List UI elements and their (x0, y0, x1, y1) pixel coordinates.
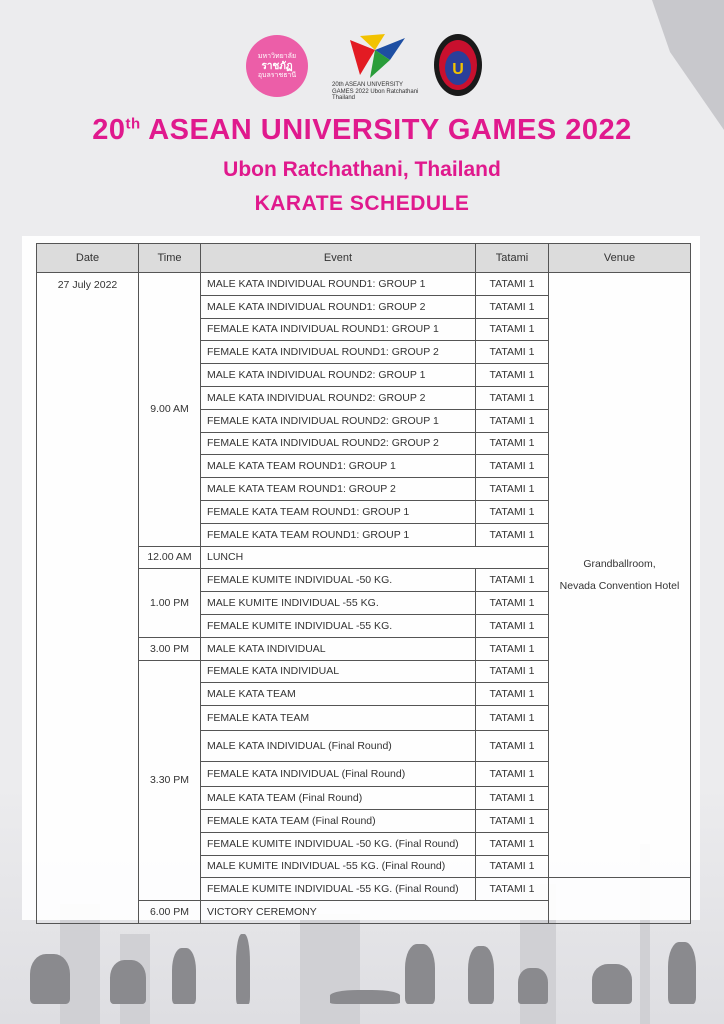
time-cell: 1.00 PM (139, 569, 201, 637)
tatami-cell: TATAMI 1 (476, 409, 549, 432)
schedule-table (36, 243, 691, 924)
tatami-cell: TATAMI 1 (476, 878, 549, 901)
tatami-cell: TATAMI 1 (476, 762, 549, 787)
event-cell: FEMALE KATA TEAM (201, 706, 476, 731)
tatami-cell: TATAMI 1 (476, 683, 549, 706)
event-cell: MALE KATA INDIVIDUAL (201, 637, 476, 660)
event-cell: FEMALE KATA INDIVIDUAL (201, 660, 476, 683)
event-cell: FEMALE KUMITE INDIVIDUAL -50 KG. (Final Round) (201, 832, 476, 855)
tatami-cell: TATAMI 1 (476, 455, 549, 478)
event-cell: MALE KATA TEAM ROUND1: GROUP 2 (201, 478, 476, 501)
tatami-cell: TATAMI 1 (476, 731, 549, 762)
tatami-cell: TATAMI 1 (476, 295, 549, 318)
event-cell: MALE KATA INDIVIDUAL ROUND1: GROUP 1 (201, 273, 476, 296)
games-logo-caption: 20th ASEAN UNIVERSITY GAMES 2022 Ubon Ratchathani Thailand (332, 82, 419, 102)
time-cell: 3.00 PM (139, 637, 201, 660)
column-header-venue: Venue (549, 244, 691, 273)
games-logo (330, 30, 420, 102)
column-header-tatami: Tatami (476, 244, 549, 273)
event-cell: FEMALE KUMITE INDIVIDUAL -55 KG. (Final Round) (201, 878, 476, 901)
event-cell: FEMALE KATA TEAM ROUND1: GROUP 1 (201, 500, 476, 523)
event-cell: FEMALE KATA INDIVIDUAL (Final Round) (201, 762, 476, 787)
games-star-icon (330, 30, 420, 82)
event-cell: FEMALE KATA TEAM ROUND1: GROUP 1 (201, 523, 476, 546)
event-cell: MALE KATA TEAM ROUND1: GROUP 1 (201, 455, 476, 478)
athlete-silhouette (405, 944, 435, 1004)
tatami-cell: TATAMI 1 (476, 500, 549, 523)
tatami-cell: TATAMI 1 (476, 569, 549, 592)
athlete-silhouette (172, 948, 196, 1004)
title-ordinal-suffix: th (125, 115, 141, 133)
venue-line-2: Nevada Convention Hotel (559, 580, 680, 593)
date-cell: 27 July 2022 (37, 273, 139, 924)
event-cell: FEMALE KATA INDIVIDUAL ROUND1: GROUP 1 (201, 318, 476, 341)
tatami-cell: TATAMI 1 (476, 592, 549, 615)
tatami-cell: TATAMI 1 (476, 478, 549, 501)
tatami-cell: TATAMI 1 (476, 660, 549, 683)
tatami-cell: TATAMI 1 (476, 809, 549, 832)
event-cell: FEMALE KATA INDIVIDUAL ROUND2: GROUP 1 (201, 409, 476, 432)
athlete-silhouette (330, 990, 400, 1004)
event-cell: FEMALE KATA TEAM (Final Round) (201, 809, 476, 832)
svg-text:U: U (452, 61, 464, 78)
event-cell: MALE KATA TEAM (Final Round) (201, 787, 476, 810)
time-cell: 12.00 AM (139, 546, 201, 569)
tatami-cell: TATAMI 1 (476, 637, 549, 660)
table-header-row (37, 244, 691, 273)
event-cell: LUNCH (201, 546, 549, 569)
column-header-date: Date (37, 244, 139, 273)
university-logo-text-3: อุบลราชธานี (257, 71, 297, 79)
event-cell: FEMALE KATA INDIVIDUAL ROUND1: GROUP 2 (201, 341, 476, 364)
tatami-cell: TATAMI 1 (476, 832, 549, 855)
column-header-time: Time (139, 244, 201, 273)
title-main: ASEAN UNIVERSITY GAMES 2022 (148, 114, 632, 146)
event-cell: MALE KATA INDIVIDUAL ROUND2: GROUP 1 (201, 364, 476, 387)
event-cell: MALE KUMITE INDIVIDUAL -55 KG. (Final Round) (201, 855, 476, 878)
tatami-cell: TATAMI 1 (476, 614, 549, 637)
athlete-silhouette (30, 954, 70, 1004)
tatami-cell: TATAMI 1 (476, 273, 549, 296)
event-cell: VICTORY CEREMONY (201, 901, 549, 924)
athlete-silhouette (592, 964, 632, 1004)
athlete-silhouette (468, 946, 494, 1004)
event-cell: FEMALE KUMITE INDIVIDUAL -50 KG. (201, 569, 476, 592)
event-cell: MALE KATA TEAM (201, 683, 476, 706)
column-header-event: Event (201, 244, 476, 273)
university-logo-text-2: ราชภัฏ (261, 60, 293, 72)
athlete-silhouette (110, 960, 146, 1004)
event-cell: MALE KUMITE INDIVIDUAL -55 KG. (201, 592, 476, 615)
tatami-cell: TATAMI 1 (476, 523, 549, 546)
venue-cell (549, 273, 691, 878)
table-row (37, 273, 691, 296)
event-cell: MALE KATA INDIVIDUAL (Final Round) (201, 731, 476, 762)
title-ordinal: 20 (92, 114, 126, 146)
athlete-silhouette (236, 934, 250, 1004)
sports-shield-logo (432, 32, 484, 98)
time-cell: 9.00 AM (139, 273, 201, 547)
schedule-subtitle: KARATE SCHEDULE (254, 192, 470, 215)
time-cell: 6.00 PM (139, 901, 201, 924)
venue-line-1: Grandballroom, (583, 558, 656, 571)
university-logo-text-1: มหาวิทยาลัย (257, 52, 297, 60)
sports-silhouettes (0, 914, 724, 1024)
tatami-cell: TATAMI 1 (476, 706, 549, 731)
event-cell: MALE KATA INDIVIDUAL ROUND2: GROUP 2 (201, 386, 476, 409)
tatami-cell: TATAMI 1 (476, 855, 549, 878)
page-title (0, 114, 724, 147)
event-cell: MALE KATA INDIVIDUAL ROUND1: GROUP 2 (201, 295, 476, 318)
tatami-cell: TATAMI 1 (476, 432, 549, 455)
athlete-silhouette (668, 942, 696, 1004)
tatami-cell: TATAMI 1 (476, 364, 549, 387)
tatami-cell: TATAMI 1 (476, 386, 549, 409)
time-cell: 3.30 PM (139, 660, 201, 901)
tatami-cell: TATAMI 1 (476, 341, 549, 364)
tatami-cell: TATAMI 1 (476, 787, 549, 810)
event-cell: FEMALE KATA INDIVIDUAL ROUND2: GROUP 2 (201, 432, 476, 455)
location-subtitle: Ubon Ratchathani, Thailand (223, 158, 501, 181)
logo-row (0, 30, 724, 100)
event-cell: FEMALE KUMITE INDIVIDUAL -55 KG. (201, 614, 476, 637)
university-logo (246, 35, 308, 97)
tatami-cell: TATAMI 1 (476, 318, 549, 341)
shield-icon (432, 32, 484, 98)
athlete-silhouette (518, 968, 548, 1004)
